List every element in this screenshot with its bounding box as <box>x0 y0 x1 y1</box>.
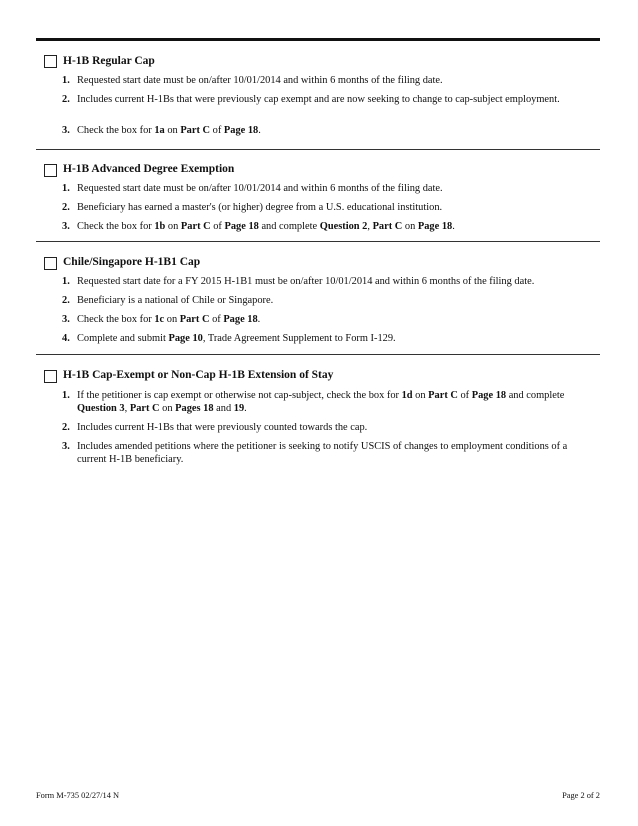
bold-text: Part C <box>180 221 211 232</box>
text: and complete <box>258 221 320 232</box>
text: Complete and submit <box>77 333 169 344</box>
form-id: Form M-735 02/27/14 N <box>36 791 120 800</box>
text: , Trade Agreement Supplement to Form I-129. <box>202 333 396 344</box>
section-chile-singapore: Chile/Singapore H-1B1 Cap 1. Requested start date for a FY 2015 H-1B1 must be on/after 10/01/2014 and within 6 months of the filing date. 2. Beneficiary is a national of Chile or Singapore. 3. Check the box for 1c on Part C of Page 18. 4. Complete and submit Page 10, Trade Agreement Supplement to Form I-129. <box>36 241 600 355</box>
text: If the petitioner is cap exempt or otherwise not cap-subject, check the box for <box>77 390 402 401</box>
text: of <box>457 390 472 401</box>
bold-text: Part C <box>180 125 211 136</box>
text: on <box>402 221 418 232</box>
bold-text: Part C <box>129 403 160 414</box>
text: of <box>210 221 225 232</box>
text: of <box>210 125 224 136</box>
text: and <box>213 403 234 414</box>
text: and complete <box>506 390 565 401</box>
section-heading: Chile/Singapore H-1B1 Cap <box>63 256 201 268</box>
bold-text: Pages 18 <box>175 403 214 414</box>
text: . <box>244 403 247 414</box>
text: on <box>165 221 181 232</box>
text: Check the box for <box>77 314 155 325</box>
bold-text: Page 10 <box>168 333 203 344</box>
text: . <box>258 125 261 136</box>
text: . <box>257 314 261 325</box>
text: . <box>452 221 455 232</box>
bold-text: Question 2 <box>319 221 368 232</box>
text: Includes current H-1Bs that were previously counted towards the cap. <box>77 422 368 433</box>
text: Requested start date for a FY 2015 H-1B1 must be on/after 10/01/2014 and within 6 months of the filing date. <box>77 276 535 287</box>
text: Includes current H-1Bs that were previously cap exempt and are now seeking to change to cap-subject employment. <box>77 94 560 105</box>
text: on <box>412 390 429 401</box>
text: Check the box for <box>77 125 155 136</box>
text: Beneficiary is a national of Chile or Singapore. <box>77 295 274 306</box>
text: , <box>124 403 130 414</box>
text: Beneficiary has earned a master's (or higher) degree from a U.S. educational institution. <box>77 202 443 213</box>
bold-text: 19 <box>233 403 245 414</box>
bold-text: 1c <box>154 314 165 325</box>
page-number: Page 2 of 2 <box>562 791 600 800</box>
checkbox-cap-exempt[interactable] <box>44 370 57 383</box>
section-heading: H-1B Cap-Exempt or Non-Cap H-1B Extension of Stay <box>63 369 334 381</box>
section-advanced-degree: H-1B Advanced Degree Exemption 1. Requested start date must be on/after 10/01/2014 and within 6 months of the filing date. 2. Beneficiary has earned a master's (or higher) degree from a U.S. educational institution. 3. Check the box for 1b on Part C of Page 18 and complete Question 2, Part C on Page 18. <box>36 149 600 242</box>
bold-text: Page 18 <box>223 314 258 325</box>
bold-text: Page 18 <box>223 125 259 136</box>
section-heading: H-1B Advanced Degree Exemption <box>63 163 235 175</box>
bold-text: Page 18 <box>471 390 507 401</box>
bold-text: 1a <box>154 125 165 136</box>
text: Includes amended petitions where the petitioner is seeking to notify USCIS of changes to employment conditions of a current H-1B beneficiary. <box>77 441 568 465</box>
checkbox-chile-singapore[interactable] <box>44 257 57 270</box>
bold-text: 1d <box>401 390 413 401</box>
bold-text: Part C <box>179 314 210 325</box>
text: on <box>164 314 180 325</box>
section-heading: H-1B Regular Cap <box>63 55 155 67</box>
section-regular-cap: H-1B Regular Cap 1. Requested start date must be on/after 10/01/2014 and within 6 months of the filing date. 2. Includes current H-1Bs that were previously cap exempt and are now seeking to change to cap-subject employment. 3. Check the box for 1a on Part C of Page 18. <box>36 41 600 149</box>
text: , <box>367 221 373 232</box>
text: Requested start date must be on/after 10/01/2014 and within 6 months of the filing date. <box>77 75 443 86</box>
checkbox-advanced-degree[interactable] <box>44 164 57 177</box>
section-cap-exempt-extension: H-1B Cap-Exempt or Non-Cap H-1B Extension of Stay 1. If the petitioner is cap exempt or otherwise not cap-subject, check the box for 1d on Part C of Page 18 and complete Question 3, Part C on Pages 18 and 19. 2. Includes current H-1Bs that were previously counted towards the cap. 3. Includes amended petitions where the petitioner is seeking to notify USCIS of changes to employment conditions of a current H-1B beneficiary. <box>36 354 600 475</box>
bold-text: Question 3 <box>77 403 125 414</box>
text: of <box>209 314 224 325</box>
text: on <box>164 125 181 136</box>
text: Check the box for <box>77 221 155 232</box>
checkbox-regular-cap[interactable] <box>44 55 57 68</box>
bold-text: Part C <box>372 221 403 232</box>
text: on <box>159 403 176 414</box>
bold-text: Part C <box>428 390 458 401</box>
bold-text: Page 18 <box>417 221 453 232</box>
text: Requested start date must be on/after 10/01/2014 and within 6 months of the filing date. <box>77 183 443 194</box>
bold-text: 1b <box>154 221 166 232</box>
bold-text: Page 18 <box>224 221 259 232</box>
